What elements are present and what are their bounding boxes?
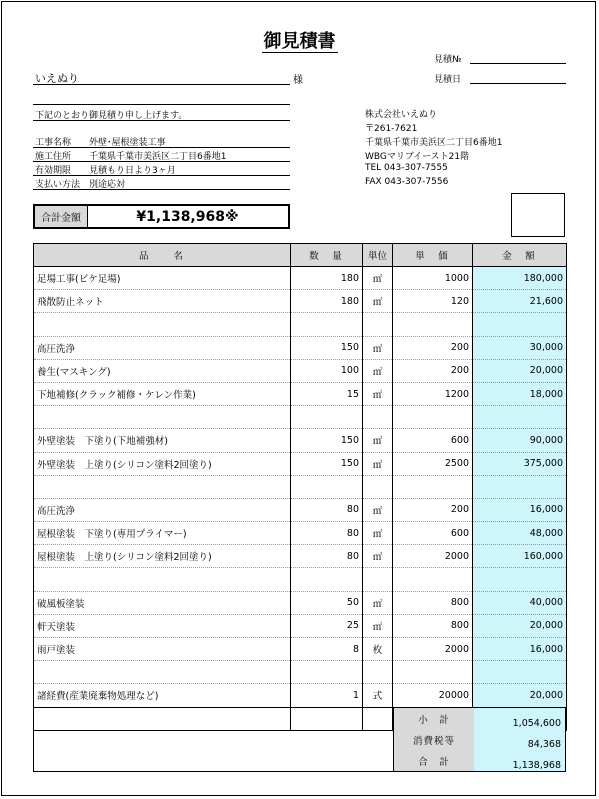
- amount-cell: 20,000: [473, 684, 567, 707]
- unit-cell: ㎡: [363, 267, 393, 290]
- unit-cell: [363, 661, 393, 684]
- unit-price-cell: 1000: [393, 267, 473, 290]
- amount-cell: 180,000: [473, 267, 567, 290]
- info-line: [33, 189, 290, 190]
- item-name-cell: [34, 568, 291, 591]
- unit-price-cell: 1200: [393, 382, 473, 405]
- item-name-cell: 飛散防止ネット: [34, 290, 291, 313]
- header-quantity: 数 量: [291, 244, 363, 267]
- info-line: [33, 147, 290, 148]
- unit-cell: ㎡: [363, 429, 393, 452]
- table-row: [34, 336, 567, 359]
- unit-price-cell: [393, 661, 473, 684]
- info-value-address: 千葉県千葉市美浜区二丁目6番地1: [89, 152, 227, 162]
- quantity-cell: [291, 406, 363, 429]
- amount-cell: 20,000: [473, 614, 567, 637]
- info-line: [33, 175, 290, 176]
- estimate-no-label: 見積№: [434, 55, 462, 65]
- table-row: [34, 406, 567, 429]
- company-postal: 〒261-7621: [365, 124, 418, 134]
- amount-cell: 40,000: [473, 591, 567, 614]
- client-name-line: [33, 84, 290, 85]
- unit-cell: ㎡: [363, 545, 393, 568]
- quantity-cell: 150: [291, 336, 363, 359]
- item-name-cell: 足場工事(ビケ足場): [34, 267, 291, 290]
- estimate-table: [33, 243, 567, 731]
- info-line: [33, 161, 290, 162]
- unit-price-cell: 800: [393, 591, 473, 614]
- total-amount-value: ¥1,138,968※: [136, 208, 239, 225]
- quantity-cell: 50: [291, 591, 363, 614]
- unit-price-cell: 600: [393, 522, 473, 545]
- estimate-no-line: [470, 63, 566, 64]
- unit-price-cell: 2500: [393, 452, 473, 475]
- unit-price-cell: [393, 568, 473, 591]
- quantity-cell: 80: [291, 522, 363, 545]
- unit-cell: [363, 313, 393, 336]
- unit-price-cell: [393, 406, 473, 429]
- unit-cell: 枚: [363, 638, 393, 661]
- amount-cell: 20,000: [473, 359, 567, 382]
- info-label-project: 工事名称: [35, 138, 72, 148]
- table-row: [34, 638, 567, 661]
- table-row: [34, 313, 567, 336]
- item-name-cell: 高圧洗浄: [34, 336, 291, 359]
- amount-cell: [473, 568, 567, 591]
- info-value-project: 外壁･屋根塗装工事: [89, 138, 166, 148]
- amount-cell: 16,000: [473, 498, 567, 521]
- item-name-cell: [34, 475, 291, 498]
- intro-text: 下記のとおり御見積り申し上げます。: [35, 111, 188, 121]
- amount-cell: [473, 313, 567, 336]
- item-name-cell: [34, 661, 291, 684]
- grand-total-row: [393, 750, 565, 771]
- company-name: 株式会社いえぬり: [365, 110, 438, 120]
- amount-cell: [473, 661, 567, 684]
- amount-cell: 21,600: [473, 290, 567, 313]
- unit-price-cell: 20000: [393, 684, 473, 707]
- unit-cell: ㎡: [363, 614, 393, 637]
- grand-total-label: 合 計: [393, 750, 475, 771]
- subtotal-row: [393, 708, 565, 729]
- table-row: [34, 545, 567, 568]
- unit-cell: ㎡: [363, 359, 393, 382]
- quantity-cell: 180: [291, 267, 363, 290]
- unit-cell: ㎡: [363, 452, 393, 475]
- header-unit-price: 単 価: [393, 244, 473, 267]
- unit-cell: ㎡: [363, 498, 393, 521]
- amount-cell: 375,000: [473, 452, 567, 475]
- table-row: [34, 452, 567, 475]
- quantity-cell: [291, 661, 363, 684]
- item-name-cell: 雨戸塗装: [34, 638, 291, 661]
- amount-cell: 160,000: [473, 545, 567, 568]
- total-amount-box: [33, 204, 290, 229]
- info-value-payment: 別途応対: [89, 180, 126, 190]
- item-name-cell: 屋根塗装 下塗り(専用プライマー): [34, 522, 291, 545]
- table-row: [34, 475, 567, 498]
- client-name: いえぬり: [35, 72, 79, 85]
- quantity-cell: 8: [291, 638, 363, 661]
- quantity-cell: 25: [291, 614, 363, 637]
- unit-price-cell: 2000: [393, 545, 473, 568]
- unit-cell: [363, 568, 393, 591]
- quantity-cell: 150: [291, 429, 363, 452]
- item-name-cell: 屋根塗装 上塗り(シリコン塗料2回塗り): [34, 545, 291, 568]
- quantity-cell: 15: [291, 382, 363, 405]
- item-name-cell: 外壁塗装 下塗り(下地補強材): [34, 429, 291, 452]
- item-name-cell: 下地補修(クラック補修・ケレン作業): [34, 382, 291, 405]
- table-row: [34, 382, 567, 405]
- info-label-validity: 有効期限: [35, 166, 72, 176]
- unit-cell: 式: [363, 684, 393, 707]
- quantity-cell: 1: [291, 684, 363, 707]
- table-row: [34, 591, 567, 614]
- unit-price-cell: 200: [393, 359, 473, 382]
- table-row: [34, 359, 567, 382]
- company-tel: TEL 043-307-7555: [365, 163, 448, 173]
- unit-cell: ㎡: [363, 290, 393, 313]
- amount-cell: [473, 475, 567, 498]
- table-row: [34, 267, 567, 290]
- unit-price-cell: 800: [393, 614, 473, 637]
- unit-cell: [363, 475, 393, 498]
- unit-price-cell: [393, 313, 473, 336]
- unit-cell: [363, 406, 393, 429]
- table-row: [34, 568, 567, 591]
- amount-cell: 30,000: [473, 336, 567, 359]
- estimate-date-line: [470, 83, 566, 84]
- table-row: [34, 614, 567, 637]
- unit-price-cell: 2000: [393, 638, 473, 661]
- item-name-cell: [34, 406, 291, 429]
- tax-label: 消費税等: [393, 729, 475, 750]
- quantity-cell: [291, 568, 363, 591]
- quantity-cell: [291, 475, 363, 498]
- grand-total-value: 1,138,968: [474, 750, 565, 771]
- item-name-cell: 諸経費(産業廃棄物処理など): [34, 684, 291, 707]
- unit-price-cell: 200: [393, 336, 473, 359]
- unit-price-cell: 120: [393, 290, 473, 313]
- table-row: [34, 429, 567, 452]
- table-row: [34, 498, 567, 521]
- item-name-cell: [34, 313, 291, 336]
- header-item-name: 品 名: [34, 244, 291, 267]
- quantity-cell: 100: [291, 359, 363, 382]
- table-row: [34, 522, 567, 545]
- intro-top-line: [33, 104, 290, 105]
- unit-price-cell: 200: [393, 498, 473, 521]
- item-name-cell: 養生(マスキング): [34, 359, 291, 382]
- amount-cell: 48,000: [473, 522, 567, 545]
- unit-price-cell: [393, 475, 473, 498]
- amount-cell: 18,000: [473, 382, 567, 405]
- header-unit: 単位: [363, 244, 393, 267]
- info-label-payment: 支払い方法: [35, 180, 81, 190]
- item-name-cell: 軒天塗装: [34, 614, 291, 637]
- quantity-cell: [291, 313, 363, 336]
- document-title: 御見積書: [263, 31, 336, 52]
- table-row: [34, 684, 567, 707]
- info-value-validity: 見積もり日より3ヶ月: [89, 166, 176, 176]
- table-row: [34, 661, 567, 684]
- unit-cell: ㎡: [363, 336, 393, 359]
- subtotal-label: 小 計: [393, 708, 475, 729]
- unit-cell: ㎡: [363, 591, 393, 614]
- quantity-cell: 150: [291, 452, 363, 475]
- summary-box: [33, 707, 566, 772]
- info-label-address: 施工住所: [35, 152, 72, 162]
- company-address1: 千葉県千葉市美浜区二丁目6番地1: [365, 138, 503, 148]
- header-amount: 金 額: [473, 244, 567, 267]
- amount-cell: 16,000: [473, 638, 567, 661]
- total-amount-label: 合計金額: [35, 206, 88, 227]
- item-name-cell: 外壁塗装 上塗り(シリコン塗料2回塗り): [34, 452, 291, 475]
- company-fax: FAX 043-307-7556: [365, 177, 449, 187]
- intro-bottom-line: [33, 120, 290, 121]
- table-row: [34, 290, 567, 313]
- item-name-cell: 高圧洗浄: [34, 498, 291, 521]
- tax-value: 84,368: [474, 729, 565, 750]
- unit-price-cell: 600: [393, 429, 473, 452]
- client-honorific: 様: [293, 75, 303, 86]
- quantity-cell: 80: [291, 545, 363, 568]
- quantity-cell: 180: [291, 290, 363, 313]
- subtotal-value: 1,054,600: [474, 708, 565, 729]
- company-address2: WBGマリブイースト21階: [365, 152, 470, 162]
- unit-cell: ㎡: [363, 382, 393, 405]
- estimate-date-label: 見積日: [434, 75, 462, 85]
- amount-cell: [473, 406, 567, 429]
- table-header-row: [34, 244, 567, 267]
- unit-cell: ㎡: [363, 522, 393, 545]
- tax-row: [393, 729, 565, 750]
- item-name-cell: 破風板塗装: [34, 591, 291, 614]
- amount-cell: 90,000: [473, 429, 567, 452]
- quantity-cell: 80: [291, 498, 363, 521]
- stamp-box: [511, 193, 565, 237]
